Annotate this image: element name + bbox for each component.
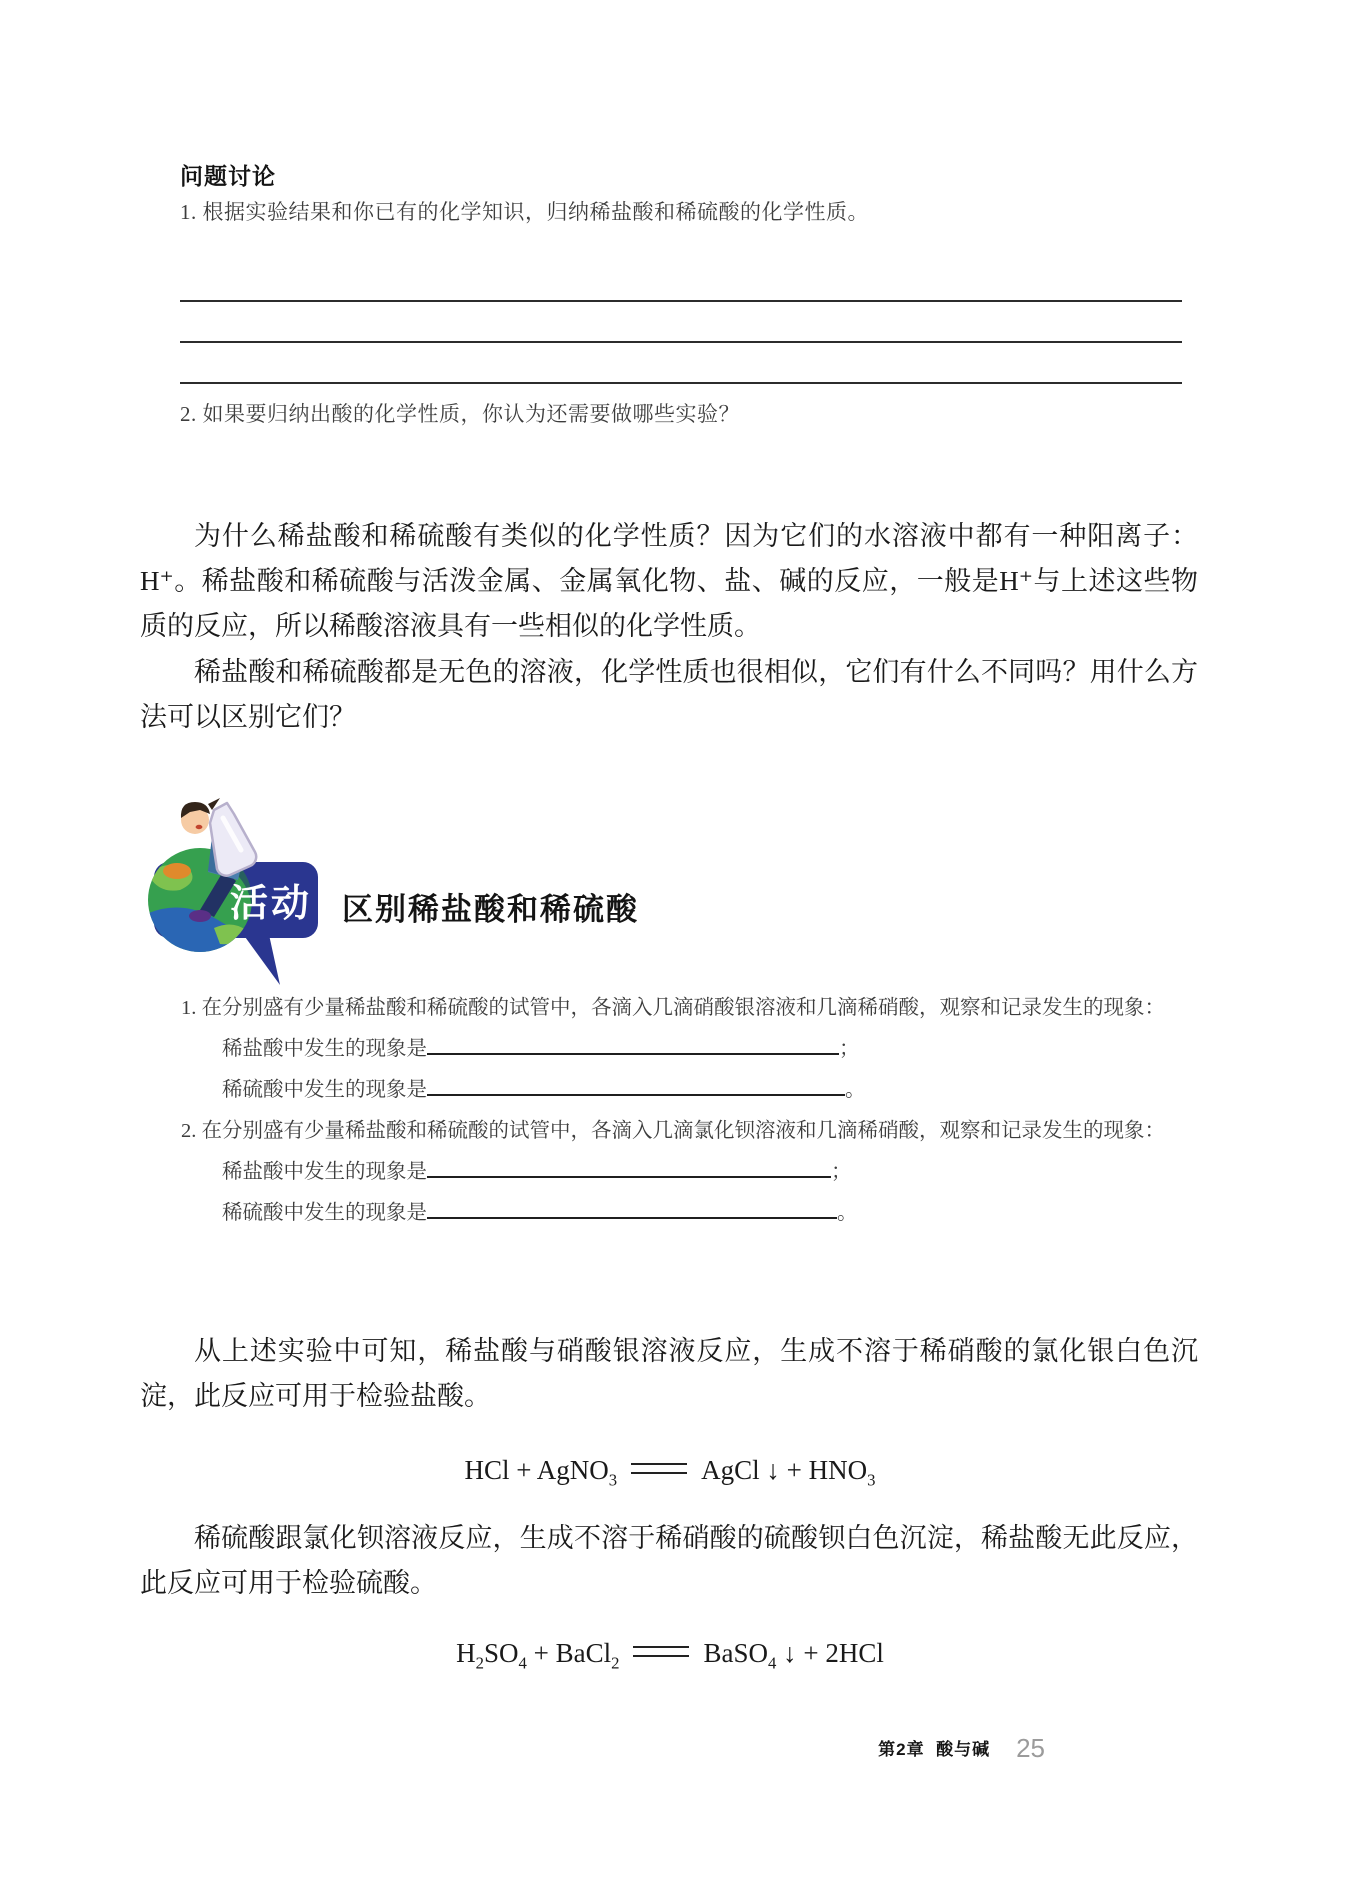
subscript: 2 [475,1653,484,1673]
equation-text: HCl + AgNO [464,1455,609,1485]
equation-text: SO [483,1638,519,1668]
subscript: 4 [768,1653,777,1673]
fill-line-hcl-2 [140,1152,1202,1193]
page-footer [700,1733,1045,1764]
activity-title: 区别稀盐酸和稀硫酸 [342,892,639,927]
fill-label: 稀盐酸中发生的现象是 [222,1161,427,1183]
subscript: 2 [611,1653,620,1673]
answer-line [180,382,1182,384]
blank-underline [427,1092,845,1096]
punctuation: 。 [837,1202,858,1224]
flask-icon [210,803,256,876]
fill-line-h2so4-1 [140,1070,1202,1111]
subscript: 4 [518,1653,527,1673]
paragraph-baso4-conclusion: 稀硫酸跟氯化钡溶液反应，生成不溶于稀硝酸的硫酸钡白色沉淀，稀盐酸无此反应，此反应可用于检验硫酸。 [140,1523,1198,1598]
equation-text: + BaCl [526,1638,612,1668]
subscript: 3 [608,1470,618,1490]
equation-text: H [456,1638,476,1668]
activity-body [140,988,1202,1234]
subscript: 3 [867,1470,876,1490]
fill-label: 稀硫酸中发生的现象是 [222,1079,427,1101]
activity-step-1: 1. 在分别盛有少量稀盐酸和稀硫酸的试管中，各滴入几滴硝酸银溶液和几滴稀硝酸，观察和记录发生的现象： [181,997,1165,1019]
activity-step-2: 2. 在分别盛有少量稀盐酸和稀硫酸的试管中，各滴入几滴氯化钡溶液和几滴稀硝酸，观察和记录发生的现象： [181,1120,1165,1142]
discussion-heading: 问题讨论 [180,163,276,189]
punctuation: 。 [845,1079,866,1101]
equation-h2so4-bacl2 [140,1638,1200,1673]
footer-chapter-label: 第2章 酸与碱 [878,1740,991,1759]
paragraph-why-similar: 为什么稀盐酸和稀硫酸有类似的化学性质？因为它们的水溶液中都有一种阳离子：H⁺。稀盐酸和稀硫酸与活泼金属、金属氧化物、盐、碱的反应，一般是H⁺与上述这些物质的反应，所以稀酸溶液具有一些相似的化学性质。 [140,521,1198,641]
equation-text: BaSO [703,1638,768,1668]
blank-underline [427,1174,831,1178]
paragraph-agcl-conclusion: 从上述实验中可知，稀盐酸与硝酸银溶液反应，生成不溶于稀硝酸的氯化银白色沉淀，此反应可用于检验盐酸。 [140,1336,1198,1411]
fill-label: 稀盐酸中发生的现象是 [222,1038,427,1060]
answer-line [180,300,1182,302]
fill-line-h2so4-2 [140,1193,1202,1234]
equation-hcl-agno3 [140,1455,1200,1490]
answer-line [180,341,1182,343]
blank-underline [427,1215,837,1219]
punctuation: ； [831,1161,852,1183]
fill-line-hcl-1 [140,1029,1202,1070]
equation-text: AgCl ↓ + HNO [701,1455,868,1485]
discussion-question-1: 1. 根据实验结果和你已有的化学知识，归纳稀盐酸和稀硫酸的化学性质。 [180,200,869,224]
punctuation: ； [839,1038,860,1060]
paragraph-colorless: 稀盐酸和稀硫酸都是无色的溶液，化学性质也很相似，它们有什么不同吗？用什么方法可以区别它们？ [140,657,1198,732]
blank-underline [427,1051,839,1055]
discussion-question-2: 2. 如果要归纳出酸的化学性质，你认为还需要做哪些实验？ [180,402,740,426]
double-bond-equals-sign [631,1463,687,1474]
activity-badge-label: 活动 [229,883,312,925]
double-bond-equals-sign [633,1646,689,1657]
equation-text: ↓ + 2HCl [776,1638,884,1668]
fill-label: 稀硫酸中发生的现象是 [222,1202,427,1224]
badge-tail [240,930,280,985]
page-number: 25 [1016,1733,1045,1763]
